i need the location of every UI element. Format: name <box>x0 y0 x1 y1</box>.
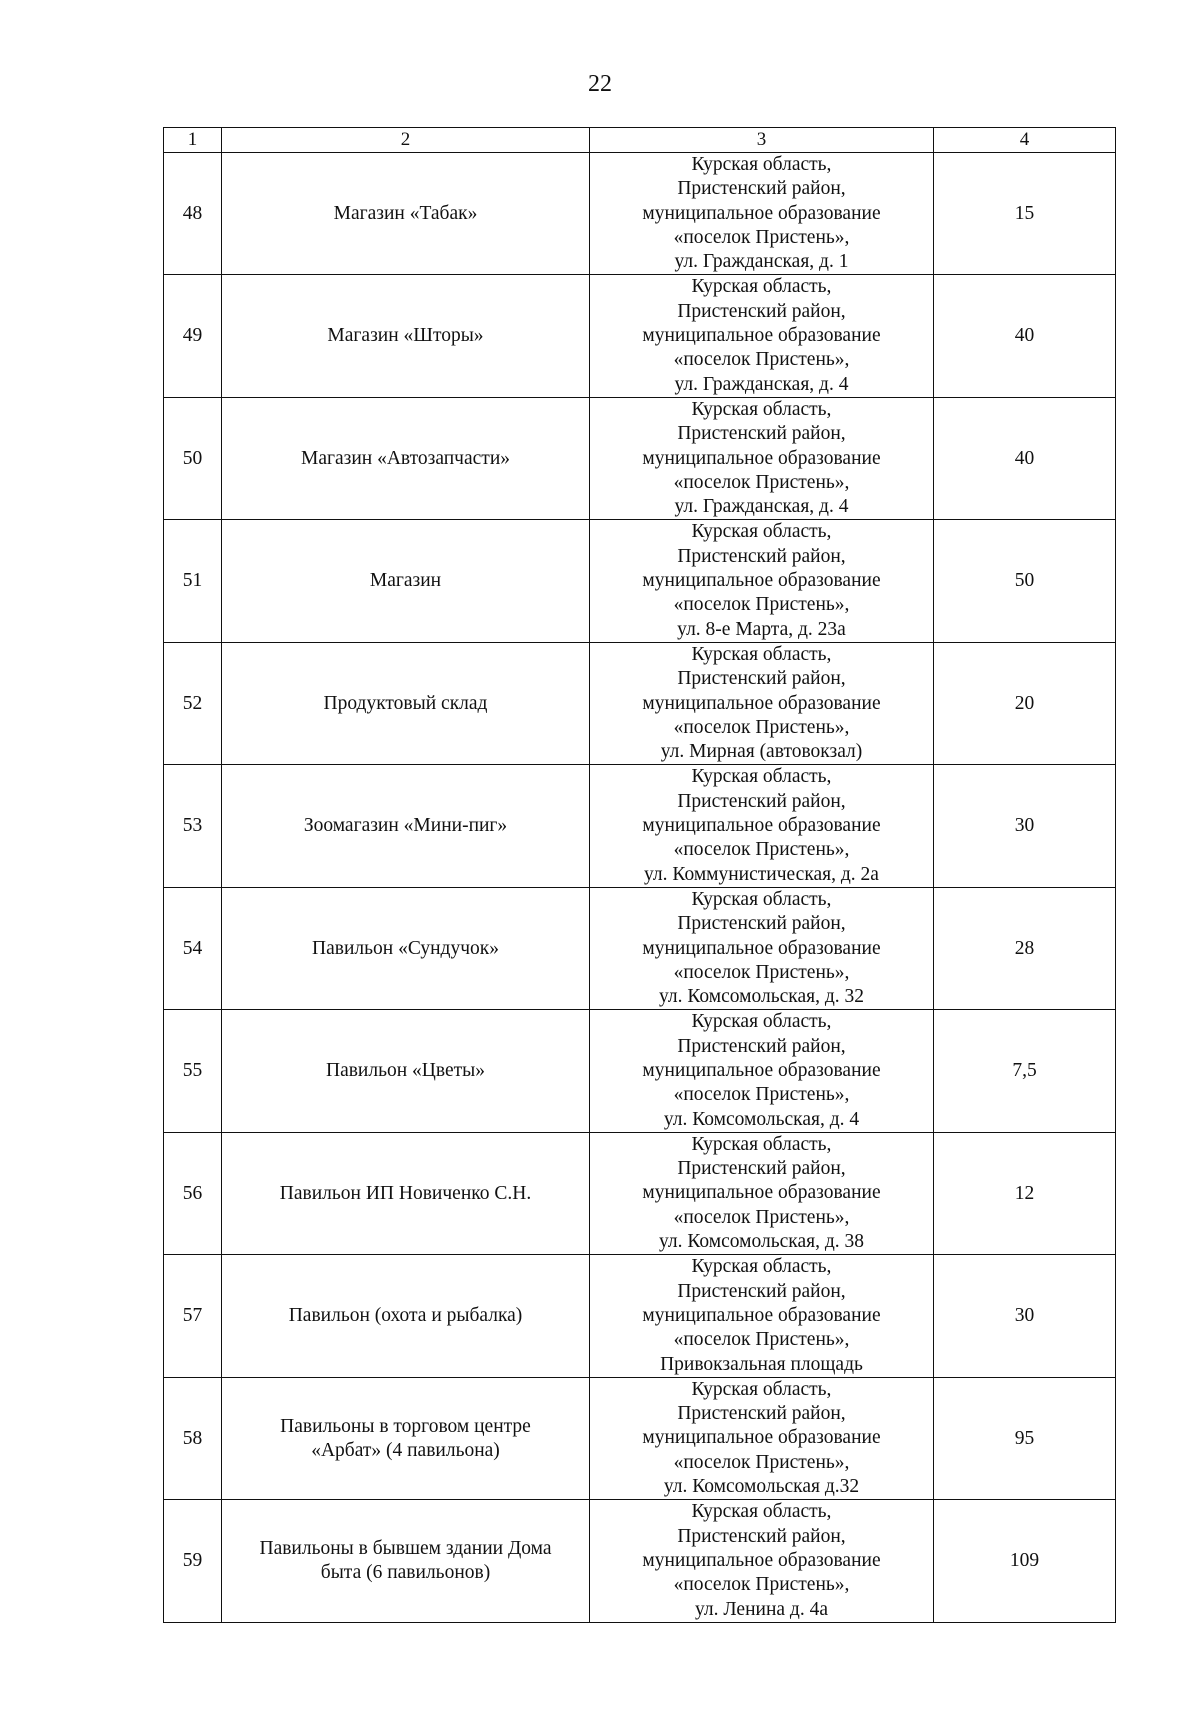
object-name-line: Павильоны в торговом центре <box>280 1415 531 1437</box>
row-number-cell: 57 <box>164 1255 222 1377</box>
address-line: «поселок Пристень», <box>673 1206 850 1228</box>
value-cell: 30 <box>934 765 1116 887</box>
address-line: Курская область, <box>691 643 832 665</box>
object-name-cell: Магазин «Автозапчасти» <box>222 397 590 519</box>
address-cell <box>590 1500 934 1622</box>
address-line: Пристенский район, <box>677 1403 846 1425</box>
value-cell: 30 <box>934 1255 1116 1377</box>
value-cell: 12 <box>934 1132 1116 1254</box>
value-cell: 109 <box>934 1500 1116 1622</box>
object-name-cell: Зоомагазин «Мини-пиг» <box>222 765 590 887</box>
value-cell: 15 <box>934 153 1116 275</box>
address-line: «поселок Пристень», <box>673 1084 850 1106</box>
address-line: «поселок Пристень», <box>673 471 850 493</box>
object-name-cell: Магазин «Табак» <box>222 153 590 275</box>
address-line: Пристенский район, <box>677 1525 846 1547</box>
address-line: «поселок Пристень», <box>673 1451 850 1473</box>
address-line: муниципальное образование <box>642 815 881 837</box>
address-line: ул. Гражданская, д. 4 <box>674 373 849 395</box>
object-name-cell: Павильон «Сундучок» <box>222 887 590 1009</box>
address-line: муниципальное образование <box>642 570 881 592</box>
address-line: Курская область, <box>691 1501 832 1523</box>
address-line: муниципальное образование <box>642 1182 881 1204</box>
address-line: муниципальное образование <box>642 1304 881 1326</box>
object-name-line: «Арбат» (4 павильона) <box>311 1439 500 1461</box>
address-line: «поселок Пристень», <box>673 1574 850 1596</box>
row-number-cell: 54 <box>164 887 222 1009</box>
address-line: ул. Комсомольская, д. 32 <box>659 986 864 1008</box>
object-name-cell: Павильон ИП Новиченко С.Н. <box>222 1132 590 1254</box>
object-name-cell: Магазин <box>222 520 590 642</box>
object-name-cell <box>222 1377 590 1499</box>
address-cell <box>590 153 934 275</box>
address-line: Пристенский район, <box>677 300 846 322</box>
row-number-cell: 48 <box>164 153 222 275</box>
value-cell: 28 <box>934 887 1116 1009</box>
address-line: муниципальное образование <box>642 692 881 714</box>
address-line: ул. Комсомольская, д. 4 <box>663 1108 860 1130</box>
address-line: муниципальное образование <box>642 325 881 347</box>
address-cell <box>590 642 934 764</box>
address-line: ул. Комсомольская д.32 <box>663 1476 860 1498</box>
table-row <box>164 397 1116 519</box>
value-cell: 50 <box>934 520 1116 642</box>
address-cell <box>590 275 934 397</box>
table-row <box>164 887 1116 1009</box>
table-header-row <box>164 128 1116 153</box>
address-cell <box>590 1010 934 1132</box>
address-line: Курская область, <box>691 766 832 788</box>
address-line: муниципальное образование <box>642 447 881 469</box>
address-line: Курская область, <box>691 398 832 420</box>
table-row <box>164 520 1116 642</box>
address-line: «поселок Пристень», <box>673 716 850 738</box>
address-line: «поселок Пристень», <box>673 349 850 371</box>
address-line: Пристенский район, <box>677 178 846 200</box>
address-line: Пристенский район, <box>677 668 846 690</box>
address-line: муниципальное образование <box>642 1059 881 1081</box>
address-line: Привокзальная площадь <box>660 1353 863 1375</box>
address-line: муниципальное образование <box>642 1427 881 1449</box>
address-line: Пристенский район, <box>677 913 846 935</box>
value-cell: 40 <box>934 275 1116 397</box>
address-line: ул. Ленина д. 4а <box>694 1598 829 1620</box>
table-row <box>164 1500 1116 1622</box>
row-number-cell: 55 <box>164 1010 222 1132</box>
value-cell: 95 <box>934 1377 1116 1499</box>
address-cell <box>590 520 934 642</box>
row-number-cell: 53 <box>164 765 222 887</box>
address-line: Пристенский район, <box>677 545 846 567</box>
object-name-cell <box>222 1500 590 1622</box>
address-line: ул. Коммунистическая, д. 2а <box>644 863 879 885</box>
address-line: Курская область, <box>691 1011 832 1033</box>
address-line: Пристенский район, <box>677 1280 846 1302</box>
address-line: Пристенский район, <box>677 1035 846 1057</box>
row-number-cell: 49 <box>164 275 222 397</box>
address-line: ул. Мирная (автовокзал) <box>660 741 863 763</box>
object-name-cell: Павильон «Цветы» <box>222 1010 590 1132</box>
header-cell-2: 2 <box>222 128 590 153</box>
table-row <box>164 1010 1116 1132</box>
address-line: «поселок Пристень», <box>673 226 850 248</box>
address-line: ул. 8-е Марта, д. 23а <box>677 618 846 640</box>
address-cell <box>590 887 934 1009</box>
address-line: «поселок Пристень», <box>673 594 850 616</box>
object-name-line: Павильоны в бывшем здании Дома <box>259 1538 552 1560</box>
table-row <box>164 275 1116 397</box>
row-number-cell: 56 <box>164 1132 222 1254</box>
row-number-cell: 50 <box>164 397 222 519</box>
table-row <box>164 765 1116 887</box>
address-line: ул. Комсомольская, д. 38 <box>659 1231 864 1253</box>
address-line: муниципальное образование <box>642 202 881 224</box>
address-line: ул. Гражданская, д. 1 <box>674 251 849 273</box>
object-name-line: быта (6 павильонов) <box>320 1562 491 1584</box>
row-number-cell: 51 <box>164 520 222 642</box>
header-cell-3: 3 <box>590 128 934 153</box>
table-row <box>164 642 1116 764</box>
address-line: Пристенский район, <box>677 790 846 812</box>
object-name-cell: Продуктовый склад <box>222 642 590 764</box>
address-line: муниципальное образование <box>642 937 881 959</box>
address-cell <box>590 765 934 887</box>
object-name-cell: Павильон (охота и рыбалка) <box>222 1255 590 1377</box>
address-cell <box>590 1377 934 1499</box>
address-cell <box>590 1255 934 1377</box>
table-row <box>164 153 1116 275</box>
address-line: Курская область, <box>691 888 832 910</box>
address-line: Курская область, <box>691 1133 832 1155</box>
header-cell-1: 1 <box>164 128 222 153</box>
table-row <box>164 1377 1116 1499</box>
address-line: «поселок Пристень», <box>673 839 850 861</box>
address-line: ул. Гражданская, д. 4 <box>674 496 849 518</box>
table-row <box>164 1132 1116 1254</box>
address-line: Курская область, <box>691 521 832 543</box>
address-line: Курская область, <box>691 154 832 175</box>
address-cell <box>590 397 934 519</box>
address-line: Курская область, <box>691 276 832 298</box>
row-number-cell: 59 <box>164 1500 222 1622</box>
address-cell <box>590 1132 934 1254</box>
address-line: «поселок Пристень», <box>673 1329 850 1351</box>
value-cell: 7,5 <box>934 1010 1116 1132</box>
address-line: муниципальное образование <box>642 1549 881 1571</box>
header-cell-4: 4 <box>934 128 1116 153</box>
objects-table <box>163 127 1116 1623</box>
value-cell: 40 <box>934 397 1116 519</box>
address-line: Пристенский район, <box>677 423 846 445</box>
address-line: Курская область, <box>691 1378 832 1400</box>
address-line: «поселок Пристень», <box>673 961 850 983</box>
row-number-cell: 58 <box>164 1377 222 1499</box>
row-number-cell: 52 <box>164 642 222 764</box>
object-name-cell: Магазин «Шторы» <box>222 275 590 397</box>
address-line: Курская область, <box>691 1256 832 1278</box>
address-line: Пристенский район, <box>677 1158 846 1180</box>
table-row <box>164 1255 1116 1377</box>
value-cell: 20 <box>934 642 1116 764</box>
page-number: 22 <box>588 71 612 97</box>
